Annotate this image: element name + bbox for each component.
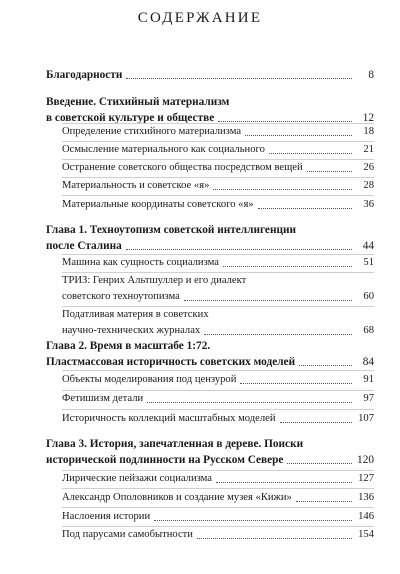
leader-dots (296, 500, 352, 502)
toc-page-number: 21 (363, 144, 374, 155)
toc-page-number: 12 (362, 112, 374, 124)
toc-section-item[interactable] (62, 178, 374, 194)
divider (62, 195, 374, 196)
toc-page-number: 51 (363, 257, 374, 268)
toc-section-item[interactable] (62, 142, 374, 158)
toc-entry-title-line-1: Глава 1. Техноутопизм советской интеллигенции (46, 224, 296, 236)
toc-page-number: 97 (363, 393, 374, 404)
toc-entry-title-line-2: научно-технических журналах (62, 325, 201, 336)
toc-entry-acknowledgements[interactable] (46, 67, 374, 83)
toc-page-number: 68 (363, 325, 374, 336)
toc-entry-title-line-2: в советской культуре и обществе (46, 112, 215, 124)
toc-page-number: 127 (358, 473, 374, 484)
toc-page-number: 18 (363, 126, 374, 137)
divider (62, 488, 374, 489)
leader-dots (126, 77, 352, 79)
toc-entry-title: Определение стихийного материализма (62, 126, 242, 137)
toc-section-item[interactable] (62, 124, 374, 140)
toc-entry-title: Благодарности (46, 69, 123, 81)
toc-entry-title-line-1: Податливая материя в советских (62, 309, 209, 320)
toc-entry-chapter-1[interactable] (46, 222, 374, 254)
toc-entry-title: Фетишизм детали (62, 393, 144, 404)
toc-entry-title: Историчность коллекций масштабных моделей (62, 413, 276, 424)
toc-entry-title-line-1: Введение. Стихийный материализм (46, 96, 230, 108)
leader-dots (299, 364, 352, 366)
leader-dots (223, 265, 352, 267)
toc-entry-chapter-2[interactable] (46, 338, 374, 370)
toc-section-item[interactable] (62, 255, 374, 271)
toc-entry-title-line-2: после Сталина (46, 240, 122, 252)
leader-dots (307, 170, 352, 172)
toc-page-number: 146 (358, 511, 374, 522)
toc-entry-chapter-3[interactable] (46, 436, 374, 468)
toc-entry-title: Под парусами самобытности (62, 529, 193, 540)
leader-dots (213, 188, 352, 190)
toc-page-number: 28 (363, 180, 374, 191)
divider (62, 507, 374, 508)
toc-section-item[interactable] (62, 307, 374, 339)
toc-entry-title-line-2: исторической подлинности на Русском Севере (46, 454, 284, 466)
toc-page-number: 154 (358, 529, 374, 540)
toc-section-item[interactable] (62, 490, 374, 506)
toc-entry-title-line-1: ТРИЗ: Генрих Альтшуллер и его диалект (62, 275, 247, 286)
toc-section-item[interactable] (62, 372, 374, 388)
leader-dots (147, 401, 352, 403)
toc-entry-title: Материальность и советское «я» (62, 180, 210, 191)
toc-entry-title-line-1: Глава 3. История, запечатленная в дереве. Поиски (46, 438, 304, 450)
toc-page-number: 84 (362, 356, 374, 368)
toc-entry-title-line-1: Глава 2. Время в масштабе 1:72. (46, 340, 211, 352)
divider (62, 409, 374, 410)
leader-dots (245, 134, 352, 136)
toc-page-number: 8 (368, 69, 374, 81)
toc-section-item[interactable] (62, 273, 374, 305)
toc-page-number: 91 (363, 374, 374, 385)
toc-entry-introduction[interactable] (46, 94, 374, 126)
toc-entry-title: Остранение советского общества посредством вещей (62, 162, 303, 173)
leader-dots (218, 120, 352, 122)
toc-entry-title-line-2: советского техноутопизма (62, 291, 180, 302)
leader-dots (216, 481, 352, 483)
leader-dots (126, 248, 352, 250)
toc-entry-title: Александр Ополовников и создание музея «Кижи» (62, 492, 292, 503)
toc-section-item[interactable] (62, 391, 374, 407)
toc-entry-title: Машина как сущность социализма (62, 257, 219, 268)
toc-page-number: 107 (358, 413, 374, 424)
toc-page-number: 136 (358, 492, 374, 503)
leader-dots (287, 462, 352, 464)
leader-dots (240, 382, 352, 384)
page-title: СОДЕРЖАНИЕ (137, 10, 263, 26)
leader-dots (269, 152, 352, 154)
toc-page-number: 120 (357, 454, 374, 466)
leader-dots (154, 519, 352, 521)
toc-entry-title: Объекты моделирования под цензурой (62, 374, 237, 385)
toc-entry-title: Наслоения истории (62, 511, 151, 522)
toc-entry-title: Лирические пейзажи социализма (62, 473, 213, 484)
leader-dots (184, 299, 352, 301)
toc-page-number: 44 (362, 240, 374, 252)
toc-entry-title: Материальные координаты советского «я» (62, 199, 254, 210)
toc-section-item[interactable] (62, 411, 374, 427)
toc-section-item[interactable] (62, 197, 374, 213)
toc-page-number: 26 (363, 162, 374, 173)
toc-section-item[interactable] (62, 509, 374, 525)
toc-section-item[interactable] (62, 160, 374, 176)
leader-dots (258, 207, 352, 209)
leader-dots (204, 333, 352, 335)
toc-section-item[interactable] (62, 527, 374, 543)
toc-page-number: 60 (363, 291, 374, 302)
divider (62, 370, 374, 371)
leader-dots (197, 537, 352, 539)
toc-entry-title: Осмысление материального как социального (62, 144, 265, 155)
leader-dots (280, 421, 352, 423)
toc-entry-title-line-2: Пластмассовая историчность советских моделей (46, 356, 296, 368)
toc-page-number: 36 (363, 199, 374, 210)
toc-section-item[interactable] (62, 471, 374, 487)
